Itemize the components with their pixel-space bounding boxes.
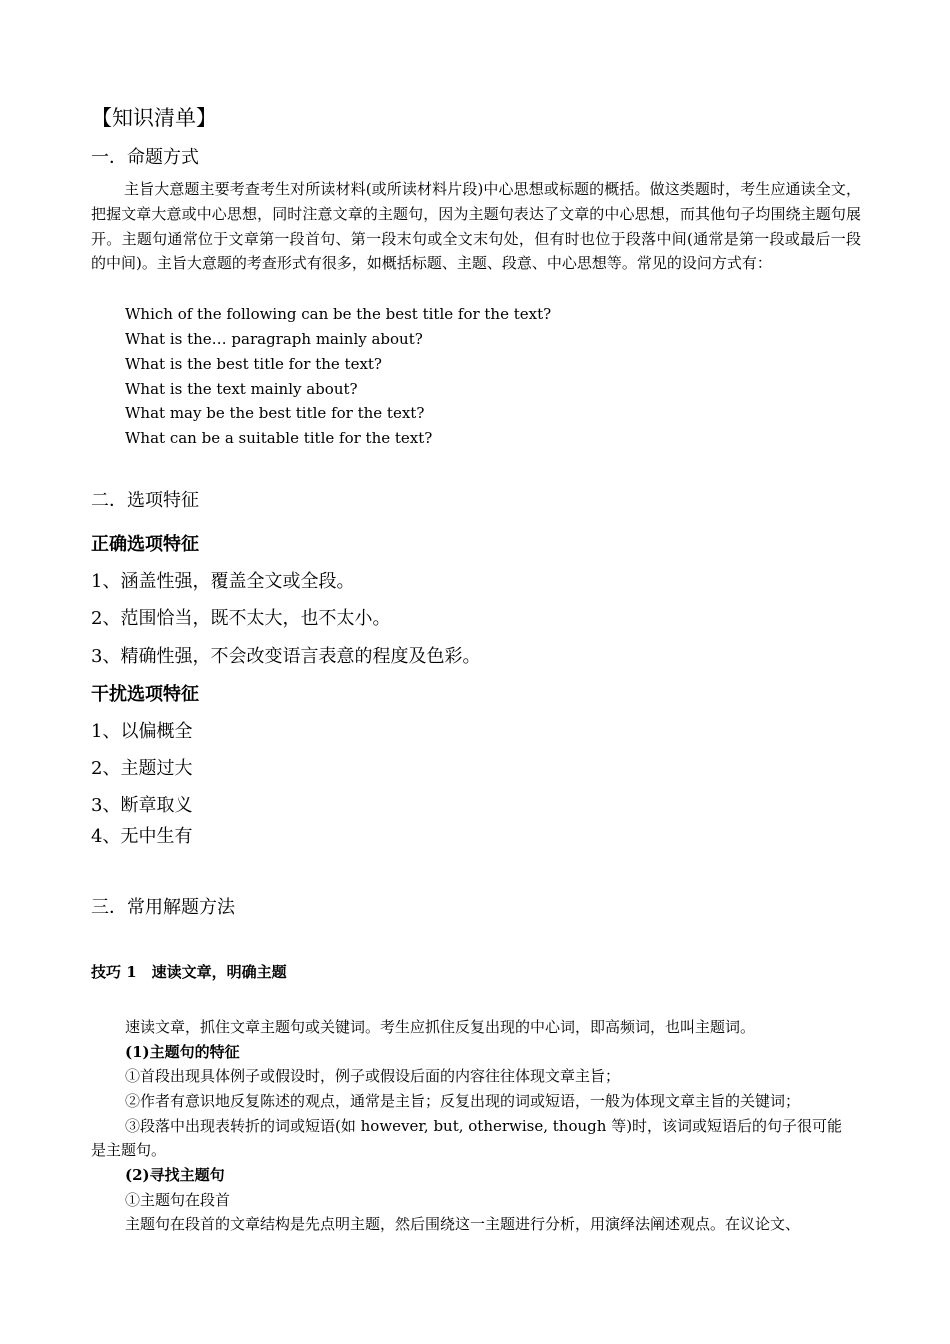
- feature-point-continued: 是主题句。: [91, 1141, 167, 1159]
- distractor-option-item: 2、主题过大: [91, 758, 193, 779]
- correct-option-item: 1、涵盖性强，覆盖全文或全段。: [91, 571, 355, 592]
- correct-options-title: 正确选项特征: [91, 534, 199, 555]
- correct-option-item: 2、范围恰当，既不太大，也不太小。: [91, 608, 391, 629]
- section2-title: 二．选项特征: [91, 490, 199, 511]
- distractor-option-item: 3、断章取义: [91, 795, 193, 816]
- topic-sentence-features-title: (1)主题句的特征: [125, 1043, 240, 1061]
- distractor-option-item: 1、以偏概全: [91, 721, 193, 742]
- question-item: What is the best title for the text?: [125, 355, 382, 373]
- tip-title: 技巧 1 速读文章，明确主题: [91, 963, 287, 981]
- feature-point: ③段落中出现表转折的词或短语(如 however, but, otherwise, though 等)时，该词或短语后的句子很可能: [125, 1117, 843, 1135]
- topic-position-point: ①主题句在段首: [125, 1191, 231, 1209]
- section1-title: 一．命题方式: [91, 147, 199, 168]
- topic-position-text: 主题句在段首的文章结构是先点明主题，然后围绕这一主题进行分析，用演绎法阐述观点。在议论文、: [125, 1215, 801, 1233]
- feature-point: ②作者有意识地反复陈述的观点，通常是主旨；反复出现的词或短语，一般为体现文章主旨的关键词；: [125, 1092, 801, 1110]
- question-item: What may be the best title for the text?: [125, 404, 425, 422]
- distractor-option-item: 4、无中生有: [91, 826, 193, 847]
- tip-intro: 速读文章，抓住文章主题句或关键词。考生应抓住反复出现的中心词，即高频词，也叫主题词。: [125, 1018, 756, 1036]
- question-item: Which of the following can be the best title for the text?: [125, 305, 552, 323]
- question-item: What is the text mainly about?: [125, 380, 358, 398]
- find-topic-sentence-title: (2)寻找主题句: [125, 1166, 225, 1184]
- question-item: What can be a suitable title for the text?: [125, 429, 433, 447]
- question-item: What is the… paragraph mainly about?: [125, 330, 423, 348]
- section3-title: 三．常用解题方法: [91, 897, 235, 918]
- page-header: 【知识清单】: [91, 106, 217, 130]
- section1-paragraph: 主旨大意题主要考查考生对所读材料(或所读材料片段)中心思想或标题的概括。做这类题时，考生应通读全文，把握文章大意或中心思想，同时注意文章的主题句，因为主题句表达了文章的中心思想，而其他句子均围绕主题句展开。主题句通常位于文章第一段首句、第一段末句或全文末句处，但有时也位于段落中间(通常是第一段或最后一段的中间)。主旨大意题的考查形式有很多，如概括标题、主题、段意、中心思想等。常见的设问方式有：: [91, 180, 861, 273]
- correct-option-item: 3、精确性强，不会改变语言表意的程度及色彩。: [91, 646, 481, 667]
- distractor-options-title: 干扰选项特征: [91, 684, 199, 705]
- feature-point: ①首段出现具体例子或假设时，例子或假设后面的内容往往体现文章主旨；: [125, 1067, 621, 1085]
